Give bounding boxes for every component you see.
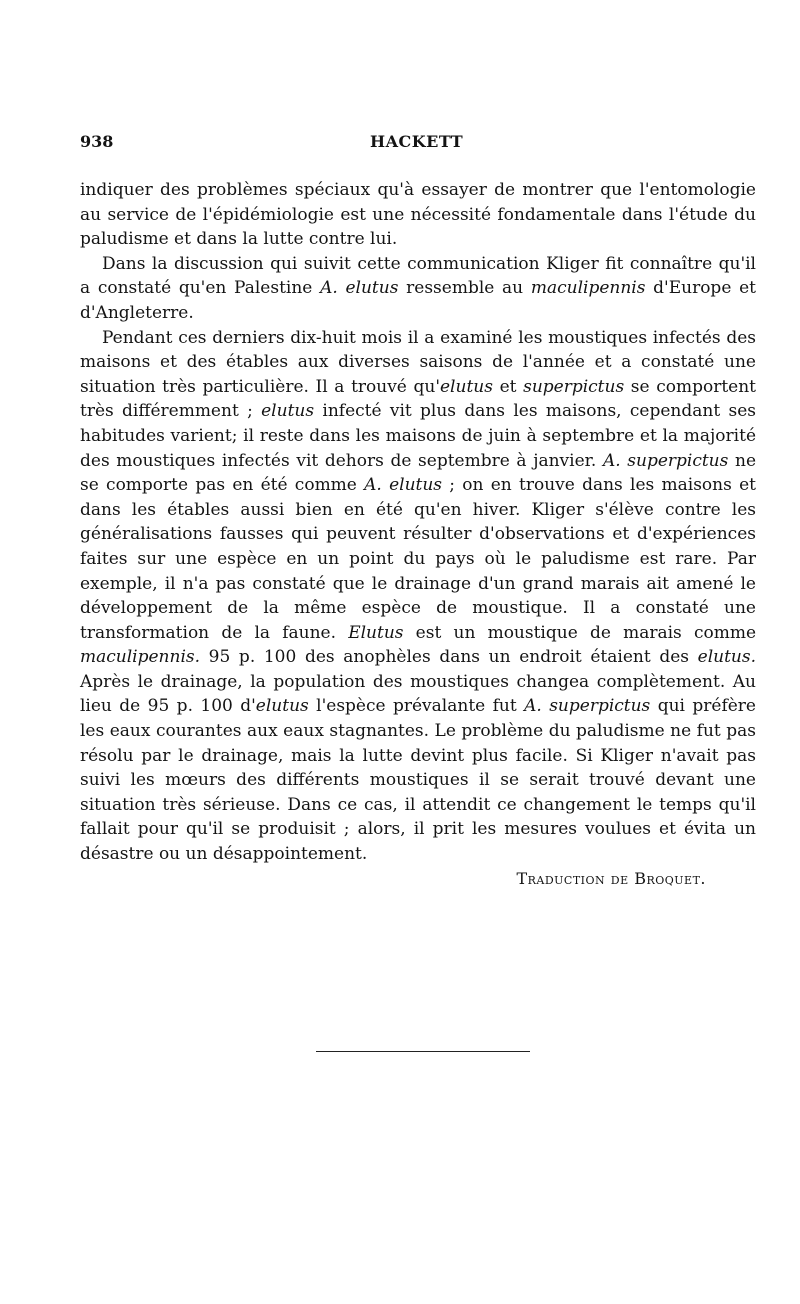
end-rule [316, 1051, 530, 1052]
species-name: elutus [261, 401, 315, 422]
species-name: elutus [440, 376, 493, 397]
species-name: elutus. [697, 647, 756, 668]
species-name: maculipennis. [80, 647, 201, 668]
text-run: qui préfère les eaux courantes aux eaux stagnantes. Le problème du paludisme ne fut pas résolu par le drainage, mais la lutte devint plus facile. Si Kliger n'avait pas suivi les mœurs des différents moustiques il se serait trouvé devant une situation très sérieuse. Dans ce cas, il attendit ce changement le temps qu'il fallait pour qu'il se produisit ; alors, il prit les mesures voulues et évita un désastre ou un désappointement. [80, 696, 756, 865]
species-name: maculipennis [530, 278, 646, 299]
species-name: A. elutus [320, 278, 399, 299]
article-body [80, 178, 756, 891]
text-run: 95 p. 100 des anophèles dans un endroit étaient des [200, 647, 698, 668]
species-name: elutus [255, 696, 309, 717]
page-number: 938 [80, 132, 114, 151]
text-run: d'Europe et d'Angleterre. [80, 278, 756, 323]
paragraph-1: indiquer des problèmes spéciaux qu'à essayer de montrer que l'entomologie au service de l'épidémiologie est une nécessité fondamentale dans l'étude du paludisme et dans la lutte contre lui. [80, 180, 756, 250]
text-run: Après le drainage, la population des moustiques changea complètement. Au lieu de 95 p. 100 d' [80, 671, 756, 717]
text-run: ressemble au [398, 278, 531, 299]
species-name: A. superpictus [602, 450, 729, 471]
text-run: ; on en trouve dans les maisons et dans les étables aussi bien en été qu'en hiver. Kliger s'élève contre les généralisations fausses qui peuvent résulter d'observations et d'expériences faites sur une espèce en un point du pays où le paludisme est rare. Par exemple, il n'a pas constaté que le drainage d'un grand marais ait amené le développement de la même espèce de moustique. Il a constaté une transformation de la faune. [80, 475, 756, 643]
paragraph-2 [80, 252, 756, 326]
text-run: est un moustique de marais comme [403, 622, 756, 643]
text-run: Pendant ces derniers dix-huit mois il a examiné les moustiques infectés des maisons et des étables aux diverses saisons de l'année et a constaté une situation très particulière. Il a trouvé qu' [80, 327, 756, 397]
text-run: se comportent très différemment ; [80, 376, 757, 422]
text-run: et [492, 376, 524, 397]
species-name: Elutus [348, 622, 404, 643]
text-run: l'espèce prévalante fut [308, 696, 525, 717]
translator-signature: Traduction de Broquet. [516, 868, 706, 888]
paragraph-3 [80, 326, 756, 867]
text-run: Dans la discussion qui suivit cette communication Kliger fit connaître qu'il a constaté qu'en Palestine [80, 253, 756, 299]
species-name: A. elutus [364, 475, 443, 496]
species-name: superpictus [523, 376, 625, 397]
text-run: infecté vit plus dans les maisons, cependant ses habitudes varient; il reste dans les maisons de juin à septembre et la majorité des moustiques infectés vit dehors de septembre à janvier. [80, 401, 756, 471]
text-run: ne se comporte pas en été comme [80, 450, 757, 496]
species-name: A. superpictus [524, 696, 651, 717]
running-head: HACKETT [370, 132, 464, 151]
